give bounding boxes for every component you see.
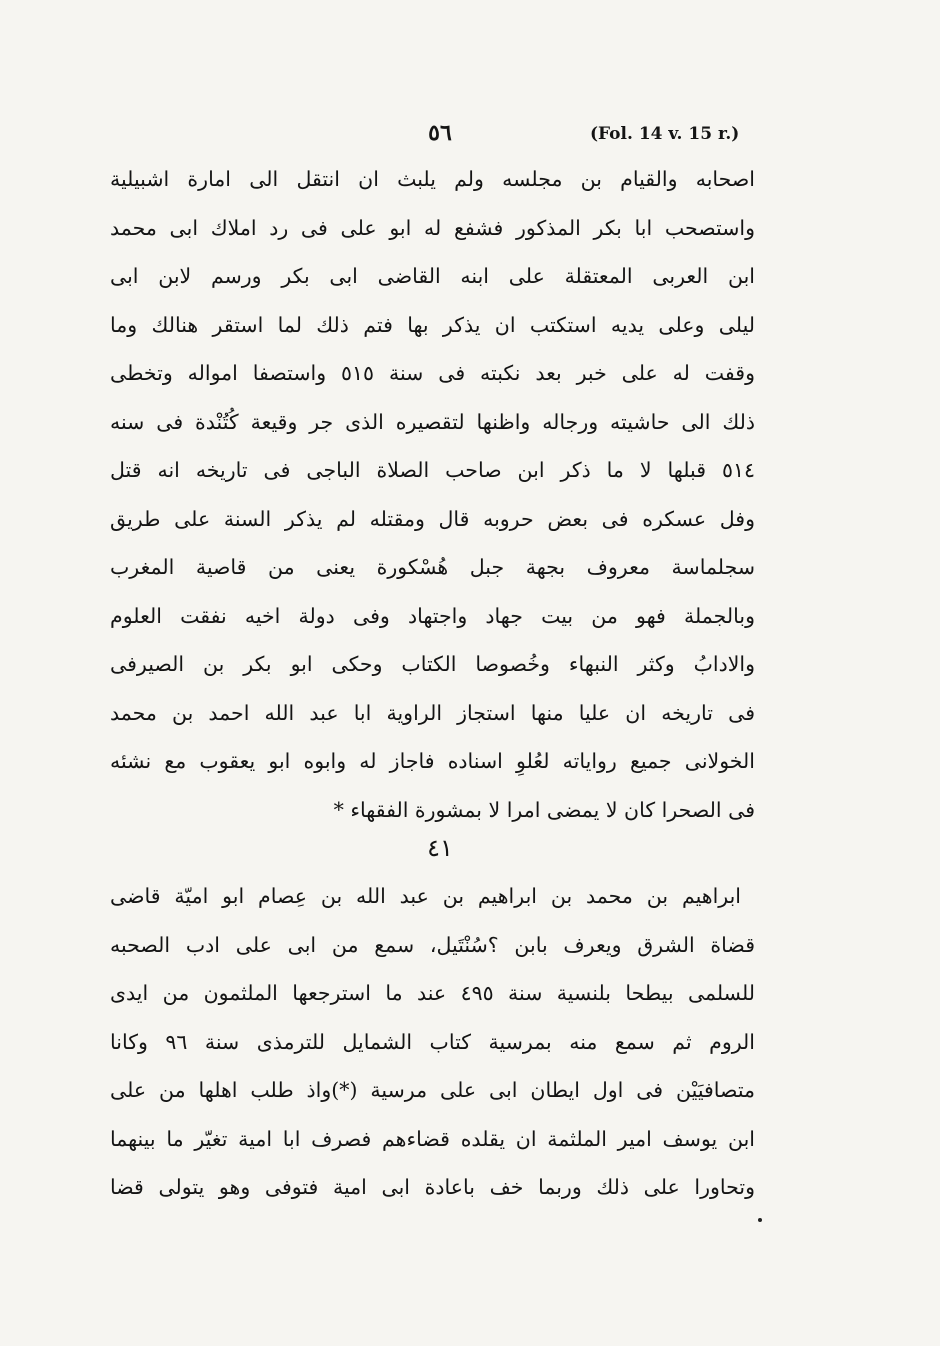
text-line: فى تاريخه ان عليا منها استجاز الراوية ابا عبد الله احمد بن محمد [110,700,755,725]
text-line: ابن يوسف امير الملثمة ان يقلده قضاءهم فصرف ابا امية تغيّر ما بينهما [110,1126,755,1151]
text-line: للسلمى بيطحا بلنسية سنة ٤٩٥ عند ما استرجعها الملثمون من ايدى [110,981,755,1005]
text-line: وقفت له على خبر بعد نكبته فى سنة ٥١٥ واستصفا امواله وتخطى [110,361,755,385]
entry-number: ٤١ [427,834,453,862]
page-number: ٥٦ [428,120,452,146]
text-line: وتحاورا على ذلك وربما خف باعادة ابى امية فتوفى وهو يتولى قضا [110,1175,755,1199]
text-line: قضاة الشرق ويعرف بابن ؟سُنْتَيل، سمع من ابى على ادب الصحبه [110,932,755,957]
paragraph-2 [110,872,755,1212]
text-line: متصافيَيْن فى اول ايطان ابى على مرسية (*)واذ طلب اهلها من على [110,1078,755,1102]
text-line: الخولانى جميع رواياته لعُلوِ اسناده فاجاز له وابوه ابو يعقوب مع نشئه [110,749,755,773]
text-line: وفل عسكره فى بعض حروبه قال ومقتله لم يذكر السنة على طريق [110,506,755,531]
text-line: واستصحب ابا بكر المذكور فشفع له ابو على فى رد املاك ابى محمد [110,215,755,240]
text-line: فى الصحرا كان لا يمضى امرا لا بمشورة الفقهاء * [333,797,755,822]
text-line: وبالجملة فهو من بيت جهاد واجتهاد وفى دولة اخيه نفقت العلوم [110,603,755,628]
text-line: الروم ثم سمع منه بمرسية كتاب الشمايل للترمذى سنة ٩٦ وكانا [110,1029,755,1054]
folio-reference: (Fol. 14 v. 15 r.) [590,124,740,144]
text-line: اصحابه والقيام بن مجلسه ولم يلبث ان انتقل الى امارة اشبيلية [110,167,755,191]
text-line: ليلى وعلى يديه استكتب ان يذكر بها فتم ذلك لما استقر هنالك وما [110,312,755,337]
ink-dot [758,1218,762,1222]
text-line: ذلك الى حاشيته ورجاله واظنها لتقصيره الذى جر وقيعة كُتُنْدة فى سنه [110,409,755,434]
text-line: سجلماسة معروف بجهة جبل هُسْكورة يعنى من قاصية المغرب [110,555,755,579]
text-line: ابراهيم بن محمد بن ابراهيم بن عبد الله بن عِصام ابو اميّة قاضى [110,884,741,908]
paragraph-1 [110,155,755,834]
text-line: ابن العربى المعتقلة على ابنه القاضى ابى بكر ورسم لابن ابى [110,264,755,288]
text-line: ٥١٤ قبلها لا ما ذكر ابن صاحب الصلاة الباجى فى تاريخه انه قتل [110,458,755,482]
text-line: والادابُ وكثر النبهاء وخُصوصا الكتاب وحكى ابو بكر بن الصيرفى [110,652,755,676]
